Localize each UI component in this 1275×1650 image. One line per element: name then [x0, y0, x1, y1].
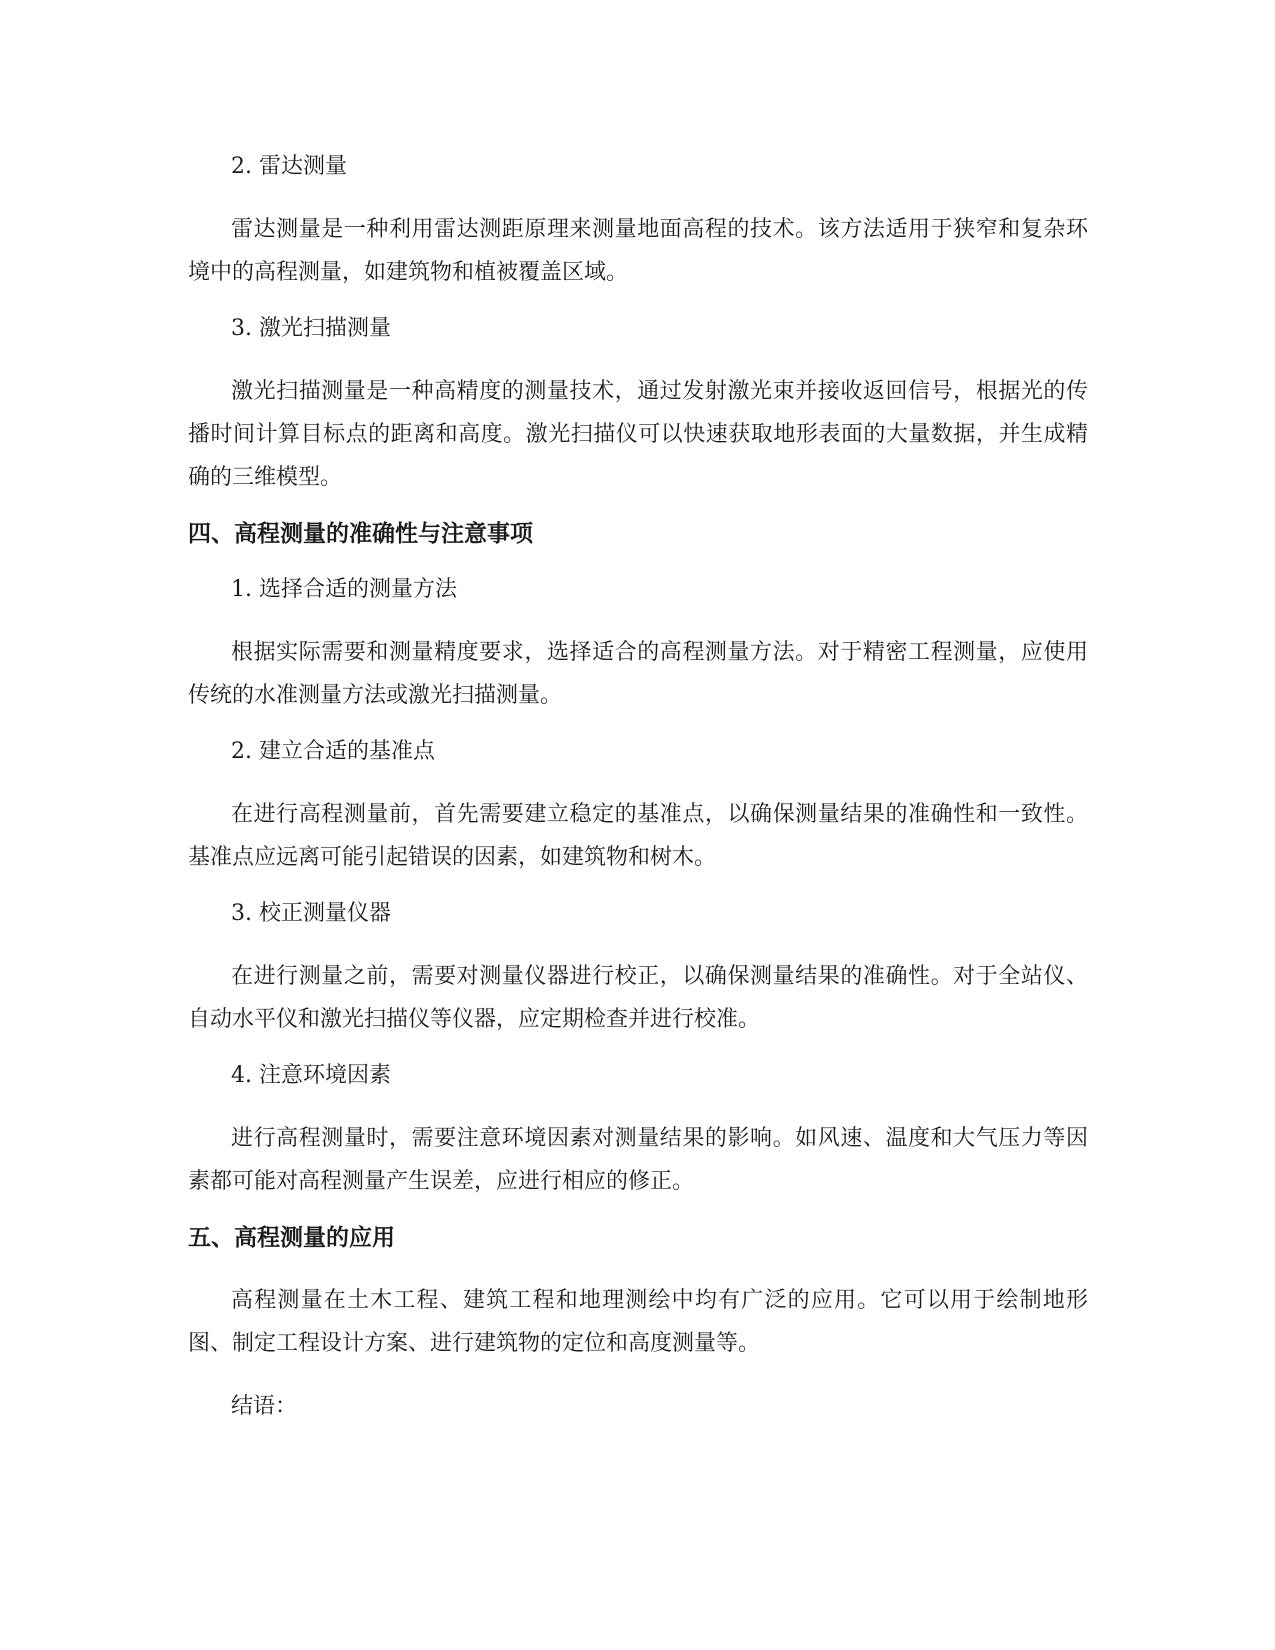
benchmark-paragraph: 在进行高程测量前，首先需要建立稳定的基准点，以确保测量结果的准确性和一致性。基准点应远离可能引起错误的因素，如建筑物和树木。 — [188, 802, 1088, 870]
section-heading-applications: 五、高程测量的应用 — [188, 1225, 395, 1251]
conclusion-label: 结语： — [231, 1394, 298, 1419]
document-page — [188, 140, 1088, 1448]
item-choose-method-title: 1. 选择合适的测量方法 — [231, 577, 457, 602]
environment-paragraph: 进行高程测量时，需要注意环境因素对测量结果的影响。如风速、温度和大气压力等因素都可能对高程测量产生误差，应进行相应的修正。 — [188, 1126, 1088, 1194]
item-environment-title: 4. 注意环境因素 — [231, 1063, 391, 1088]
laser-scanning-paragraph: 激光扫描测量是一种高精度的测量技术，通过发射激光束并接收返回信号，根据光的传播时间计算目标点的距离和高度。激光扫描仪可以快速获取地形表面的大量数据，并生成精确的三维模型。 — [188, 379, 1088, 490]
item-laser-scanning-title: 3. 激光扫描测量 — [231, 316, 391, 341]
section-heading-accuracy: 四、高程测量的准确性与注意事项 — [188, 521, 533, 547]
item-benchmark-title: 2. 建立合适的基准点 — [231, 739, 435, 764]
applications-paragraph: 高程测量在土木工程、建筑工程和地理测绘中均有广泛的应用。它可以用于绘制地形图、制定工程设计方案、进行建筑物的定位和高度测量等。 — [188, 1288, 1088, 1356]
calibrate-paragraph: 在进行测量之前，需要对测量仪器进行校正，以确保测量结果的准确性。对于全站仪、自动水平仪和激光扫描仪等仪器，应定期检查并进行校准。 — [188, 964, 1088, 1032]
choose-method-paragraph: 根据实际需要和测量精度要求，选择适合的高程测量方法。对于精密工程测量，应使用传统的水准测量方法或激光扫描测量。 — [188, 640, 1088, 708]
item-calibrate-title: 3. 校正测量仪器 — [231, 901, 391, 926]
radar-measurement-paragraph: 雷达测量是一种利用雷达测距原理来测量地面高程的技术。该方法适用于狭窄和复杂环境中的高程测量，如建筑物和植被覆盖区域。 — [188, 217, 1088, 285]
item-radar-measurement-title: 2. 雷达测量 — [231, 154, 347, 179]
